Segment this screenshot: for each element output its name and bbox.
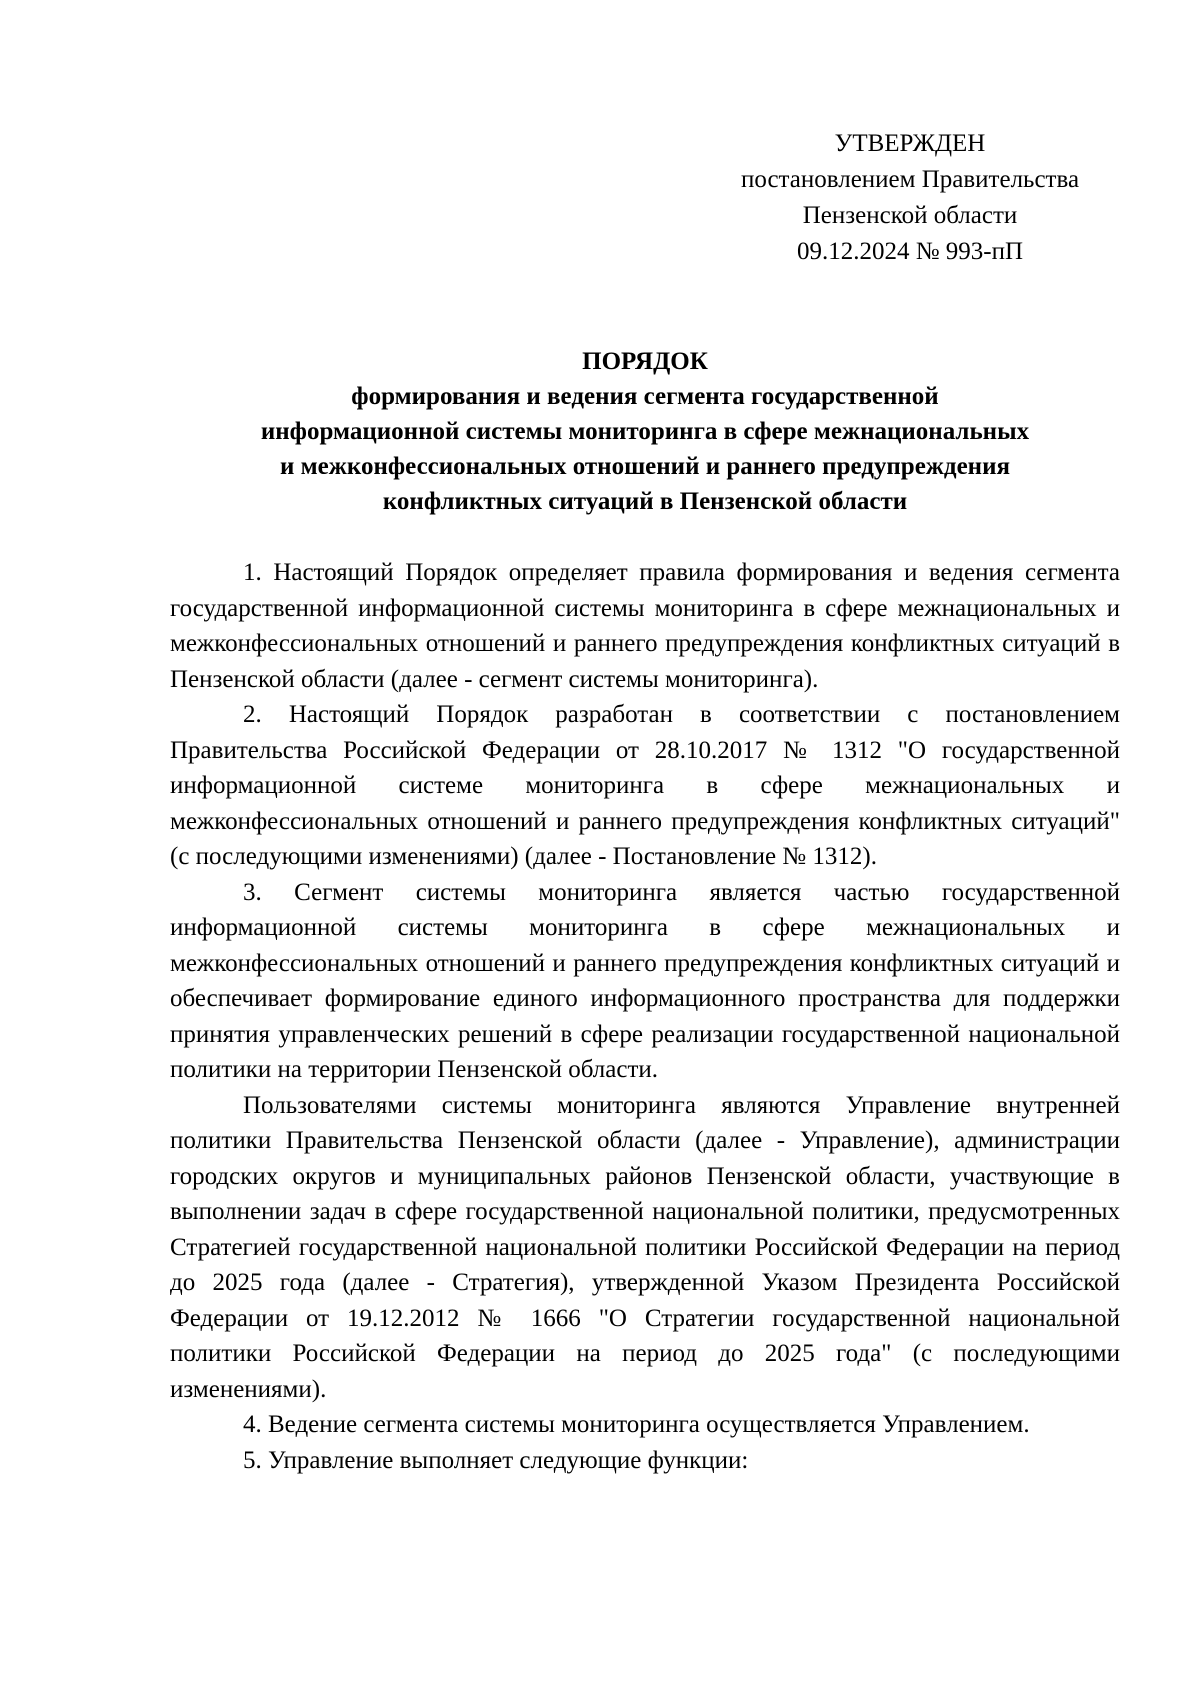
document-body bbox=[170, 555, 1120, 1478]
title-heading: ПОРЯДОК bbox=[582, 348, 708, 375]
title-line: и межконфессиональных отношений и раннего предупреждения bbox=[279, 453, 1011, 480]
paragraph: Пользователями системы мониторинга являются Управление внутренней политики Правительства Пензенской области (далее - Управление), администрации городских округов и муниципальных районов Пензенской области, участвующие в выполнении задач в сфере государственной национальной политики, предусмотренных Стратегией государственной национальной политики Российской Федерации на период до 2025 года (далее - Стратегия), утвержденной Указом Президента Российской Федерации от 19.12.2012 № 1666 "О Стратегии государственной национальной политики Российской Федерации на период до 2025 года" (с последующими изменениями). bbox=[170, 1091, 1120, 1403]
paragraph: 3. Сегмент системы мониторинга является частью государственной информационной системы мониторинга в сфере межнациональных и межконфессиональных отношений и раннего предупреждения конфликтных ситуаций и обеспечивает формирование единого информационного пространства для поддержки принятия управленческих решений в сфере реализации государственной национальной политики на территории Пензенской области. bbox=[170, 878, 1120, 1083]
approval-date-number: 09.12.2024 № 993-пП bbox=[796, 238, 1024, 265]
title-line: информационной системы мониторинга в сфере межнациональных bbox=[260, 418, 1030, 445]
document-title bbox=[170, 344, 1120, 519]
paragraph: 4. Ведение сегмента системы мониторинга осуществляется Управлением. bbox=[243, 1411, 1030, 1438]
title-line: конфликтных ситуаций в Пензенской области bbox=[382, 488, 908, 515]
paragraph: 2. Настоящий Порядок разработан в соответствии с постановлением Правительства Российской Федерации от 28.10.2017 № 1312 "О государственной информационной системе мониторинга в сфере межнациональных и межконфессиональных отношений и раннего предупреждения конфликтных ситуаций" (с последующими изменениями) (далее - Постановление № 1312). bbox=[170, 701, 1120, 870]
title-line: формирования и ведения сегмента государственной bbox=[351, 383, 939, 410]
approval-region: Пензенской области bbox=[802, 202, 1018, 229]
approval-stamp bbox=[700, 126, 1120, 270]
approval-authority: постановлением Правительства bbox=[740, 166, 1080, 193]
paragraph: 5. Управление выполняет следующие функции: bbox=[243, 1446, 749, 1474]
approval-status: УТВЕРЖДЕН bbox=[834, 130, 986, 157]
paragraph: 1. Настоящий Порядок определяет правила формирования и ведения сегмента государственной информационной системы мониторинга в сфере межнациональных и межконфессиональных отношений и раннего предупреждения конфликтных ситуаций в Пензенской области (далее - сегмент системы мониторинга). bbox=[170, 559, 1120, 693]
